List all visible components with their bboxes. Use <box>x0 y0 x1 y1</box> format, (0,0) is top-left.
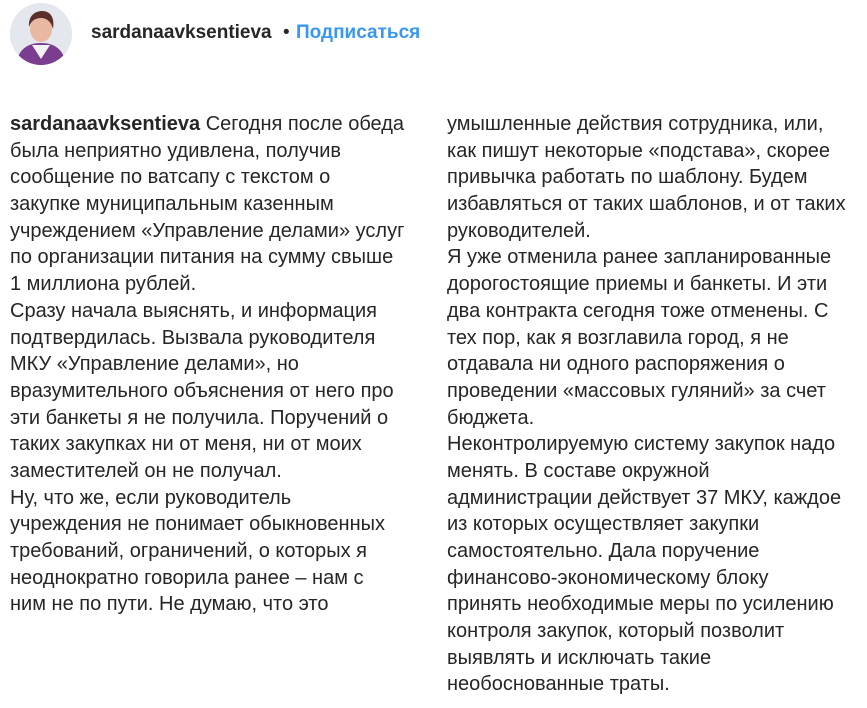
caption-line: ним не по пути. Не думаю, что это <box>10 593 329 616</box>
caption-line: Сразу начала выяснять, и информация <box>10 299 377 322</box>
caption-line: контроля закупок, который позволит <box>447 620 785 643</box>
caption-line: закупке муниципальным казенным <box>10 193 334 216</box>
caption-line: два контракта сегодня тоже отменены. С <box>447 299 829 322</box>
caption-line: Ну, что же, если руководитель <box>10 486 292 509</box>
caption-line: Я уже отменила ранее запланированные <box>447 246 832 269</box>
caption-line: избавляться от таких шаблонов, и от таких <box>447 193 846 216</box>
caption-line: вразумительного объяснения от него про <box>10 379 394 402</box>
caption-line: привычка работать по шаблону. Будем <box>447 166 808 189</box>
caption-line: самостоятельно. Дала поручение <box>447 540 760 562</box>
follow-button[interactable]: Подписаться <box>296 22 421 43</box>
caption-author[interactable]: sardanaavksentieva <box>10 113 201 135</box>
caption-text: Сегодня после обеда <box>200 113 405 135</box>
caption-line: бюджета. <box>447 406 535 429</box>
caption-line: дорогостоящие приемы и банкеты. И эти <box>447 273 828 296</box>
caption-line: необоснованные траты. <box>447 673 670 696</box>
caption-line: требований, ограничений, о которых я <box>10 540 367 562</box>
caption-line: отдавала ни одного распоряжения о <box>447 353 785 376</box>
caption-line <box>10 111 420 138</box>
caption-line: таких закупках ни от меня, ни от моих <box>10 433 362 456</box>
caption-line: принять необходимые меры по усилению <box>447 593 834 616</box>
caption-line: руководителей. <box>447 219 591 242</box>
caption-line: МКУ «Управление делами», но <box>10 353 299 376</box>
caption-line: тех пор, как я возглавила город, я не <box>447 326 789 349</box>
caption-line: выявлять и исключать такие <box>447 646 712 669</box>
separator-dot: • <box>283 22 290 43</box>
caption-line: администрации действует 37 МКУ, каждое <box>447 486 842 509</box>
caption-line: была неприятно удивлена, получив <box>10 139 342 162</box>
caption-line: проведении «массовых гуляний» за счет <box>447 379 826 402</box>
caption-line: как пишут некоторые «подстава», скорее <box>447 139 831 162</box>
caption-line: учреждением «Управление делами» услуг <box>10 219 405 242</box>
caption-line: заместителей он не получал. <box>10 459 282 482</box>
caption-line: неоднократно говорила ранее – нам с <box>10 566 364 589</box>
caption-line: по организации питания на сумму свыше <box>10 246 394 269</box>
caption-line: сообщение по ватсапу с текстом о <box>10 166 331 189</box>
post-header <box>0 0 867 68</box>
caption-line: умышленные действия сотрудника, или, <box>447 113 824 135</box>
caption-line: эти банкеты я не получила. Поручений о <box>10 406 389 429</box>
profile-photo-icon <box>10 3 72 65</box>
caption-line: учреждения не понимает обыкновенных <box>10 513 386 536</box>
caption-line: менять. В составе окружной <box>447 459 710 482</box>
caption-line: Неконтролируемую систему закупок надо <box>447 433 836 456</box>
caption-right-column <box>447 111 862 698</box>
caption-line: 1 миллиона рублей. <box>10 273 197 296</box>
caption-left-column <box>10 111 420 618</box>
caption-line: подтвердилась. Вызвала руководителя <box>10 326 376 349</box>
username[interactable]: sardanaavksentieva <box>91 22 272 43</box>
caption-line: финансово-экономическому блоку <box>447 566 769 589</box>
caption-line: из которых осуществляет закупки <box>447 513 760 536</box>
avatar[interactable] <box>10 3 72 65</box>
